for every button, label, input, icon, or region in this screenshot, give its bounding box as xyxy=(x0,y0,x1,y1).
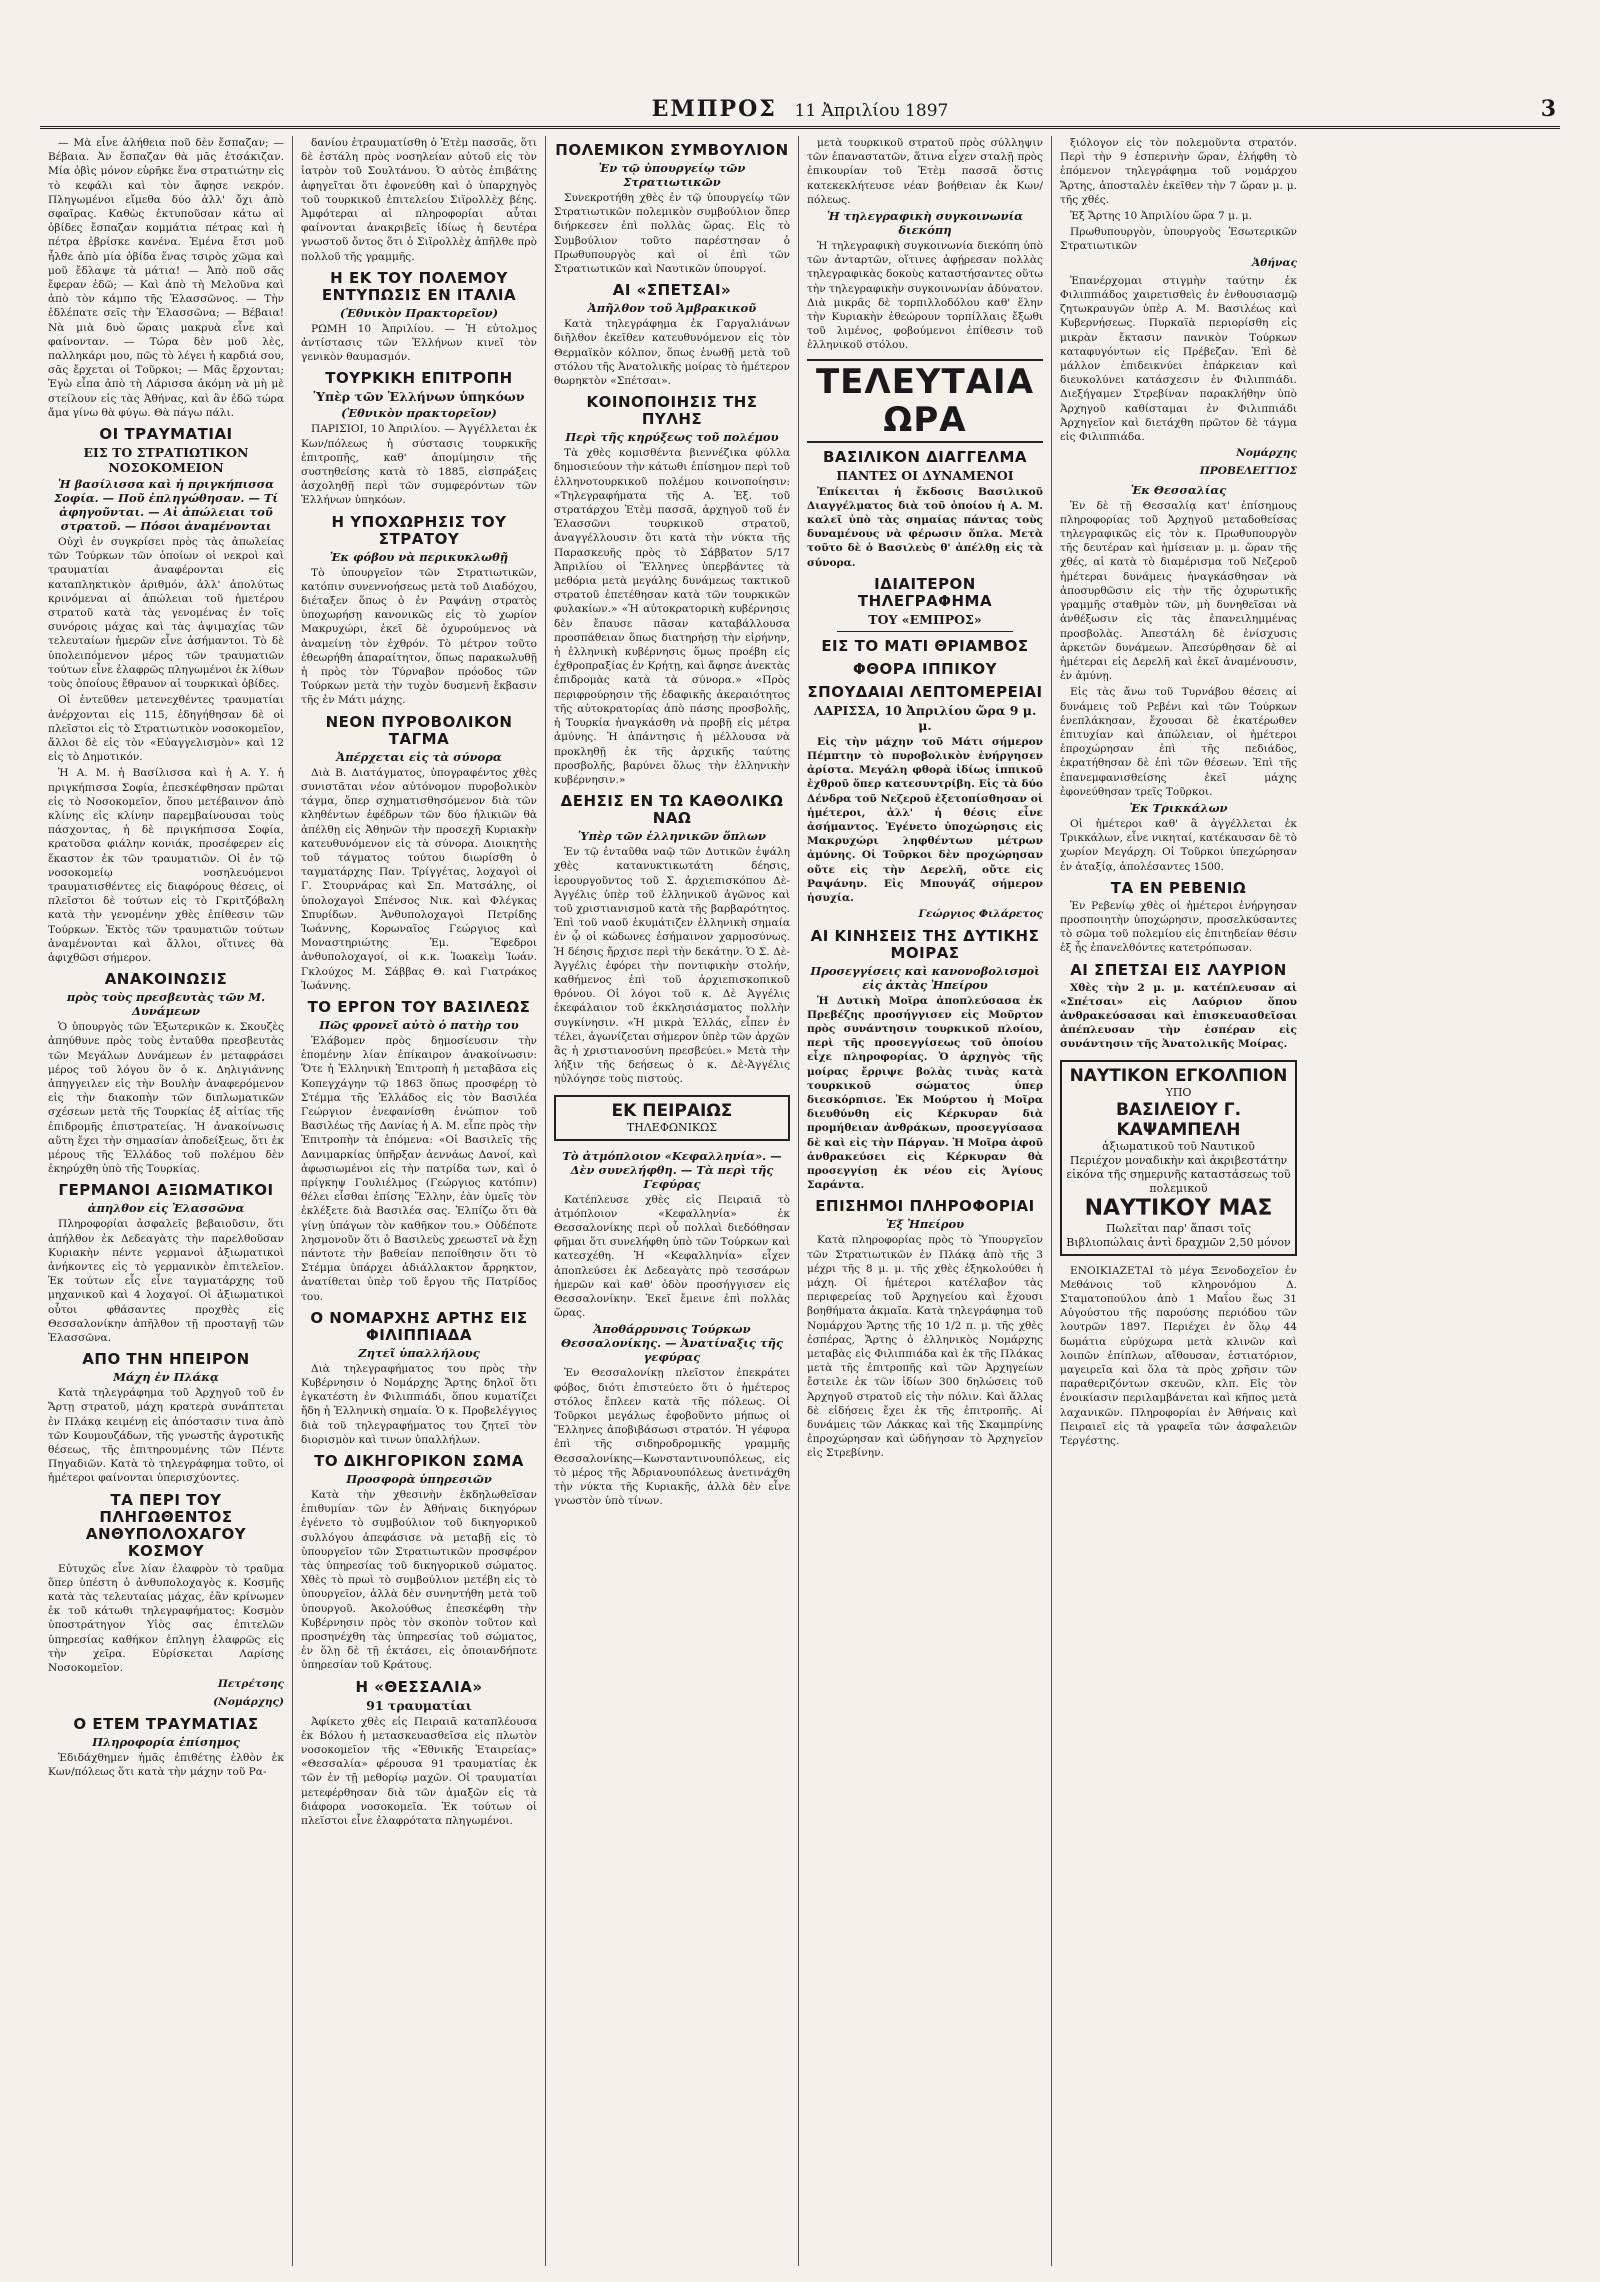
article-text: Κατὰ τὴν χθεσινὴν ἐκδηλωθεῖσαν ἐπιθυμίαν τῶν ἐν Ἀθήναις δικηγόρων ἐγένετο τὸ συμβούλιον τοῦ δικηγορικοῦ συλλόγου ἀπεφάσισε νὰ μεταβῇ εἰς τὸ ὑπουργεῖον τῶν Στρατιωτικῶν προσφέρον τὰς ὑπηρεσίας τοῦ δικηγορικοῦ σώματος. Χθὲς τὸ πρωὶ τὸ συμβούλιον μετέβη εἰς τὸ ὑπουργεῖον, ἀλλὰ δὲν συνηντήθη μετὰ τοῦ ὑπουργοῦ. Ἀκολούθως ἐπεσκέφθη τὴν Κυβέρνησιν πρὸς τὸν σκοπὸν τοῦτον καὶ προσηνέχθη τὰς ὑπηρεσίας τοῦ σώματος, ἐν ὅλῃ δὲ τῇ ἐκτάσει, εἰς ὁποιανδήποτε ὑπηρεσίαν τοῦ Κράτους. xyxy=(301,1489,537,1672)
subheadline: ΕΙΣ ΤΟ ΣΤΡΑΤΙΩΤΙΚΟΝ ΝΟΣΟΚΟΜΕΙΟΝ xyxy=(83,445,249,476)
ad-title: ΝΑΥΤΙΚΟΝ ΕΓΚΟΛΠΙΟΝ xyxy=(1069,1065,1288,1086)
deck: Ζητεῖ ὑπαλλήλους xyxy=(358,1345,480,1360)
telegram-location: Ἀθήνας xyxy=(1252,256,1297,269)
headline: ΑΙ «ΣΠΕΤΣΑΙ» xyxy=(612,281,732,300)
piraeus-box xyxy=(554,1095,790,1141)
article-text: Κατὰ τηλεγράφημα ἐκ Γαργαλιάνων διῆλθον ἐκεῖθεν κατευθυνόμενον εἰς τὸν Θερμαϊκὸν κόλπον, ὅπως ἑνωθῇ μετὰ τοῦ στόλου τῆς Ἀνατολικῆς μοίρας τὸ ἡμέτερον θωρηκτὸν «Σπέτσαι». xyxy=(554,318,790,388)
headline: ΚΟΙΝΟΠΟΙΗΣΙΣ ΤΗΣ ΠΥΛΗΣ xyxy=(586,393,758,429)
headline: Ο ΕΤΕΜ ΤΡΑΥΜΑΤΙΑΣ xyxy=(73,1714,259,1733)
subheadline: ΠΑΝΤΕΣ ΟΙ ΔΥΝΑΜΕΝΟΙ xyxy=(836,467,1014,483)
newspaper-title: ΕΜΠΡΟΣ xyxy=(651,96,777,122)
deck: Ἐν τῷ ὑπουργείῳ τῶν Στρατιωτικῶν xyxy=(598,161,746,189)
article-text: Ὁ ὑπουργὸς τῶν Ἐξωτερικῶν κ. Σκουζὲς ἀπηύθυνε πρὸς τοὺς ἐνταῦθα πρεσβευτὰς τῶν Μεγάλων Δυνάμεων ἐν μεταφράσει μέρος τοῦ λόγου ὃν ὁ κ. Δηλιγιάννης ἀπηγγειλεν εἰς τὴν Βουλὴν ἀναφερόμενον εἰς τὴν διακοπὴν τῶν διπλωματικῶν σχέσεων μετὰ τῆς Τουρκίας ἐξ αἰτίας τῆς ἐπιδρομῆς ἐπιστρατείας. Ἡ ἀνακοίνωσις αὕτη ἔχει τὴν σημασίαν ἀποδείξεως, ὅτι ἐκ μέρους τῆς Ἑλλάδος τοῦ πολέμου δὲν ἐκηρύχθη ὑπὸ τῆς Τουρκίας. xyxy=(48,1021,284,1176)
dateline: ΛΑΡΙΣΣΑ, 10 Ἀπριλίου ὥρα 9 μ. μ. xyxy=(813,702,1037,733)
deck: Ὑπὲρ τῶν ἑλληνικῶν ὅπλων xyxy=(578,829,766,844)
headline: ΣΠΟΥΔΑΙΑΙ ΛΕΠΤΟΜΕΡΕΙΑΙ xyxy=(807,682,1043,701)
headline: ΤΑ ΠΕΡΙ ΤΟΥ ΠΛΗΓΩΘΕΝΤΟΣ ΑΝΘΥΠΟΛΟΧΑΓΟΥ ΚΟΣΜΟΥ xyxy=(85,1490,247,1560)
deck: Ἐξ Ἠπείρου xyxy=(885,1217,965,1232)
article-text: Εὐτυχῶς εἶνε λίαν ἐλαφρὸν τὸ τραῦμα ὅπερ ὑπέστη ὁ ἀνθυπολοχαγὸς κ. Κοσμῆς κατὰ τὰς τελευταίας μάχας, ἐἂν κρίνωμεν ἐκ τοῦ κάτωθι τηλεγραφήματος: Κοσμὸν ὑποστράτηγον Υἱὸς σας ἐπιτελῶν ὑπηρεσίας καθήκον ἐπληγη ἐλαφρῶς εἰς τὴν χεῖρα. Εὑρίσκεται Λαρίσης Νοσοκομεῖον. xyxy=(48,1562,284,1675)
headline: ΤΟ ΔΙΚΗΓΟΡΙΚΟΝ ΣΩΜΑ xyxy=(314,1452,524,1471)
deck: Ἐκ Τρικκάλων xyxy=(1129,800,1228,815)
advertisement-box xyxy=(1060,1060,1297,1256)
deck: Πληροφορία ἐπίσημος xyxy=(92,1734,240,1749)
article-text: Κατὰ πληροφορίας πρὸς τὸ Ὑπουργεῖον τῶν Στρατιωτικῶν ἐν Πλάκᾳ ἀπὸ τῆς 3 μέχρι τῆς 8 μ. μ. τῆς χθὲς ἐξηκολούθει ἡ μάχη. Οἱ ἡμέτεροι κατέλαβον τὰς περιφερείας τοῦ Ἀρχηγείου καὶ ἔχουσι βοηθήματα ἀκμαῖα. Κατὰ τηλεγράφημα τοῦ Νομάρχου Ἄρτης τῆς 10 1/2 π. μ. τῆς χθὲς ἐσπέρας, Ἄρτης ὁ ἐλληνικὸς Νομάρχης μεταβὰς εἰς Φιλιππιάδα καὶ ἐκ τῆς Πλάκας μετὰ τῆς ἐπιτροπῆς καὶ τῶν Ἀρχηγείων ἔστειλε ἐκ τῶν ἰδίων 300 δηλώσεις τοῦ Ἀρχηγοῦ στρατοῦ εἰς τὴν πόλιν. Καὶ ἄλλας δὲ εἰδήσεις ἔχει ἐκ τῆς ἐπιτροπῆς. Αἱ δυνάμεις τῶν Λάκκας καὶ τῆς Σκαμπρίνης ἐπροχώρησαν καὶ ὡδήγησαν τὸ Ἀρχηγεῖον εἰς Στρεβίνην. xyxy=(807,1234,1043,1460)
headline: ΓΕΡΜΑΝΟΙ ΑΞΙΩΜΑΤΙΚΟΙ xyxy=(58,1181,274,1200)
article-text: Ἀφίκετο χθὲς εἰς Πειραιᾶ καταπλέουσα ἐκ Βόλου ἡ μετασκευασθεῖσα εἰς πλωτὸν νοσοκομεῖον τῆς «Ἐθνικῆς Ἑταιρείας» «Θεσσαλία» φέρουσα 91 τραυματίας ἐκ τῶν ἐν τῇ μεθορίῳ μαχῶν. Οἱ τραυματίαι μετεφέρθησαν διὰ τῶν ἀμαξῶν εἰς τὰ διάφορα νοσοκομεῖα. Ἐκ τούτων οἱ πλεῖστοι εἶνε ἐλαφρότατα πληγωμένοι. xyxy=(301,1715,537,1828)
deck: Ἐκ Θεσσαλίας xyxy=(1130,482,1227,497)
headline: ΕΠΙΣΗΜΟΙ ΠΛΗΡΟΦΟΡΙΑΙ xyxy=(815,1197,1035,1216)
article-text: Ἐν Ρεβενίῳ χθὲς οἱ ἡμέτεροι ἐνήργησαν προσποιητὴν ὑποχώρησιν, προσελκύσαντες τὸ σῶμα τοῦ πολεμίου εἰς ἐπιτηδείαν θέσιν ἐξ ἧς ἐπανελθόντες κατετρόπωσαν. xyxy=(1060,899,1297,955)
ad-description: Περιέχον μοναδικὴν καὶ ἀκριβεστάτην εἰκόνα τῆς σημερινῆς καταστάσεως τοῦ πολεμικοῦ xyxy=(1066,1153,1291,1195)
deck: ἀπηλθον εἰς Ἐλασσῶνα xyxy=(87,1201,245,1216)
article-text: δανίου ἐτραυματίσθη ὁ Ἐτὲμ πασσᾶς, ὅτι δὲ ἐστάλη πρὸς νοσηλείαν αὐτοῦ εἰς τὸν ἰατρὸν τοῦ Σουλτάνου. Ὁ αὐτὸς ἐπιβάτης ἀφηγεῖται ὅτι ἐφονεύθη καὶ ὁ ὑπαρχηγὸς τοῦ τουρκικοῦ ἐπιτελείου Σιϊρολλὲχ βέης. Ἀμφότεραι αἱ πληροφορίαι αὗται φαίνονται ἀνακριβεῖς ἰδίως ἡ δευτέρα γνωστοῦ ὄντος ὅτι ὁ Σιϊρολλὲχ ἀπῆλθε πρὸ πολλοῦ τῆς γραμμῆς. xyxy=(301,137,537,263)
subheadline: Ὑπὲρ τῶν Ἑλλήνων ὑπηκόων xyxy=(313,389,525,405)
article-text: Πληροφορίαι ἀσφαλεῖς βεβαιοῦσιν, ὅτι ἀπήλθον ἐκ Δεδεαγὰτς τὴν παρελθοῦσαν Κυριακὴν πέντε γερμανοὶ ἀξιωματικοὶ ἀνήκοντες εἰς τὸ γερμανικὸν ἐπιτελεῖον. Ἐκ τούτων εἷς εἶνε ταγματάρχης τοῦ μηχανικοῦ καὶ 4 λοχαγοί. Οἱ ἀξιωματικοὶ οὗτοι φθάσαντες προχθὲς εἰς Θεσσαλονίκην ἀπῆλθον τῇ προσταγῇ τῶν Ἐλασσῶνα. xyxy=(48,1218,284,1345)
article-text: Ἐν δὲ τῇ Θεσσαλίᾳ κατ' ἐπίσημους πληροφορίας τοῦ Ἀρχηγοῦ μεταδοθείσας τηλεγραφικῶς εἰς τὸν κ. Πρωθυπουργὸν τῆς δευτέραν καὶ ἡμίσειαν μ. μ. ὥραν τῆς χθές, αἱ κατὰ τὸ διαμέρισμα τοῦ Νεζεροῦ ἡμέτεραι δυνάμεις ἠναγκάσθησαν νὰ ἀποσυρθῶσιν εἰς τὴν τῆς ὀχυρωτικῆς γραμμῆς σταθμὸν τῶν, μὴ δυνηθεῖσαι νὰ ἀνθέξωσιν εἰς τὰς ἐπανειλημμένας προσβολὰς. Ἀπεστάλη δὲ ἐνίσχυσις ἀρκετῶν δυνάμεων. Ἀπεσύρθησαν δὲ αἱ ἡμέτεραι εἰς Δερελῆ καὶ ἐκεῖ ἀναμένουσιν, ἐν ἀμύνῃ. xyxy=(1060,499,1297,683)
article-text: Ἐλάβομεν πρὸς δημοσίευσιν τὴν ἑπομένην λίαν ἐπίκαιρον ἀνακοίνωσιν: Ὅτε ἡ Ἑλληνικὴ Ἐπιτροπὴ ἡ μεταβᾶσα εἰς Κοπεγχάγην τῷ 1863 ὅπως προσφέρῃ τὸ Στέμμα τῆς Ἑλλάδος εἰς τὸν Βασιλέα Γεώργιον ἐνεφανίσθη ἐνώπιον τοῦ Βασιλέως τῆς Δανίας ἡ Α. Μ. εἶπε πρὸς τὴν Ἐπιτροπὴν τὰ ἑπόμενα: «Οἱ Βασιλεῖς τῆς Δανιμαρκίας ὑπῆρξαν ἀεννάως Δανοί, καὶ ἀφωσιωμένοι εἰς τὴν πατρίδα των, καὶ ὁ πρίγκηψ Γουλιέλμος (Γεώργιος κατόπιν) θέλει εἶσθαι ἐπίσης Ἕλλην, ἐὰν ὑμεῖς τὸν ἐκλέξετε διὰ Βασιλέα σας. Ἐλπίζω ὅτι θὰ γίνῃ ὑπάγων τὸν καθῆκον του.» Οὐδέποτε λησμονοῦν ὅτι ὁ Βασιλεὺς χρεωστεῖ νὰ ἔχῃ πάντοτε τὴν βαθείαν πεποίθησιν ὅτι τὸ Στέμμα ὑπάρχει ἀδιάλλακτον ἄρρηκτον, ἀνατίθεται ὑπὲρ τοῦ ἔργου τῆς Πατρίδος του. xyxy=(301,1034,537,1303)
masthead xyxy=(40,96,1560,129)
deck: Πῶς φρονεῖ αὐτὸ ὁ πατὴρ του xyxy=(319,1017,519,1032)
headline: Η ΥΠΟΧΩΡΗΣΙΣ ΤΟΥ ΣΤΡΑΤΟΥ xyxy=(331,512,507,548)
headline: ΠΟΛΕΜΙΚΟΝ ΣΥΜΒΟΥΛΙΟΝ xyxy=(555,141,789,159)
deck: Ἀπέρχεται εἰς τὰ σύνορα xyxy=(336,749,502,764)
page-number: 3 xyxy=(1540,96,1556,122)
deck: Προσεγγίσεις καὶ κανονοβολισμοὶ εἰς ἀκτὰς Ἠπείρου xyxy=(810,963,1040,992)
column-5 xyxy=(1052,136,1305,2266)
article-text: Κατὰ τηλεγράφημα τοῦ Ἀρχηγοῦ τοῦ ἐν Ἄρτῃ στρατοῦ, μάχη κρατερὰ συνάπτεται ἐν Πλάκᾳ κειμένῃ εἰς ἀπόστασιν τινα ἀπὸ τῶν Κουμουζάδων, τῆς γνωστῆς ἀγροτικῆς θέσεως, τῆς ἐπιτηρουμένης τῶν Πέντε Πηγαδιῶν. Κατὰ τὸ τηλεγράφημα τοῦτο, οἱ ἡμέτεροι φαίνονται ὑπερισχύοντες. xyxy=(48,1387,284,1485)
ad-price: Πωλεῖται παρ' ἅπασι τοῖς Βιβλιοπώλαις ἀντὶ δραχμῶν 2,50 μόνον xyxy=(1066,1221,1291,1249)
issue-date: 11 Ἀπριλίου 1897 xyxy=(794,101,949,121)
divider xyxy=(837,631,1013,632)
article-text: Ἐπανέρχομαι στιγμὴν ταύτην ἐκ Φιλιππιάδος χαιρετισθεὶς ἐν ἐνθουσιασμῷ ζητωκραυγῶν ὑπὲρ Α. Μ. Βασιλέως καὶ Κυβερνήσεως. Πυρκαϊὰ περιορίσθη εἰς μικρὰν ἔκτασιν πανικὸν Τούρκων καταφυγόντων εἰς Πρέβεζαν. Ἐπὶ δὲ μάλλον ἐπιδεικνύει ἐπάρκειαν καὶ διευκολύνει κατάσχεσιν ἐν Φιλιππιάδι. Διεξήγαμεν Στρεβίναν παρακλήθην ὑπὸ Ἀρχηγοῦ καθίσταμαι ἐν Φιλιππιάδι Ἀρχηγεῖον καὶ διετάχθη πρῶτον δὲ τάγμα εἰς Φιλιππιάδα. xyxy=(1060,274,1297,444)
columns xyxy=(40,136,1560,2266)
article-text: Ἡ Α. Μ. ἡ Βασίλισσα καὶ ἡ Α. Υ. ἡ πριγκήπισσα Σοφία, ἐπεσκέφθησαν πρῶται εἰς τὸ Νοσοκομεῖον, ὅπου μετέβαινον ἀπὸ κλίνης εἰς κλίνην παρεμβαίνουσαι τοὺς πάσχοντας, ἡ δὲ πριγκήπισσα Σοφία, κρατοῦσα φιάλην κονιάκ, προσέφερεν εἰς ἕκαστον ἐκ τῶν τραυματιῶν. Οἱ ἐν τῷ νοσοκομείῳ νοσηλευόμενοι τραυματισθέντες εἰς διαφόρους θέσεις, οἱ πλεῖστοι δὲ τούτων εἰς τὸ Γκριτζόβαλη κατὰ τὴν γενομένην χθὲς ἐπίθεσιν τῶν Τούρκων. Ἐκτὸς τῶν τραυματιῶν τούτων ἀναμένονται καὶ ἄλλοι, οἵτινες θὰ ἀφιχθῶσι σήμερον. xyxy=(48,767,284,964)
deck: (Ἐθνικὸν Πρακτορεῖον) xyxy=(339,305,499,320)
deck: Περὶ τῆς κηρύξεως τοῦ πολέμου xyxy=(565,430,779,445)
article-text: Ἐν Θεσσαλονίκῃ πλεῖστον ἐπεκράτει φόβος, διότι ἐπιστεύετο ὅτι ὁ ἡμέτερος στόλος ἔπλεεν κατὰ τῆς πόλεως. Οἱ Τοῦρκοι μεγάλως ἐφοβοῦντο μήπως οἱ Ἕλληνες ἀποβιβάσωσι στρατόν. Ἡ γέφυρα ἐπὶ τῆς σιδηροδρομικῆς γραμμῆς Θεσσαλονίκης—Κωνσταντινουπόλεως, εἰς τὸ μέρος τῆς Ἀδριανουπόλεως ἀνετινάχθη τὴν νύκτα τῆς Κυριακῆς, ἀλλὰ δὲν εἶνε γνωστὸν ὑπὸ τίνων. xyxy=(554,1367,790,1508)
deck: Τὸ ἀτμόπλοιον «Κεφαλληνία». — Δὲν συνελήφθη. — Τὰ περὶ τῆς Γεφύρας xyxy=(562,1148,782,1191)
deck: (Ἐθνικὸν πρακτορεῖον) xyxy=(341,406,497,421)
article-text: Τὸ ὑπουργεῖον τῶν Στρατιωτικῶν, κατόπιν συνεννοήσεως μετὰ τοῦ Διαδόχου, διέταξεν ὅπως ὁ ἐν Ραψάνῃ στρατὸς ὑποχωρήσῃ κανονικῶς εἰς τὸ χωρίον Μακρυχώρι, ἐκεῖ δὲ ὀχυρούμενος νὰ ἀναμείνῃ τὸν ἐχθρόν. Τὸ μέτρον τοῦτο ἐθεωρήθη ἀπαραίτητον, ὅπως παρακωλυθῇ ἡ πρὸς τὸν Τύρναβον πρόοδος τῶν Τούρκων μετὰ τὴν τυχὸν δυσμενῆ ἔκβασιν τῆς ἐν Μάτι μάχης. xyxy=(301,566,537,707)
headline: ΦΘΟΡΑ ΙΠΠΙΚΟΥ xyxy=(852,659,998,678)
deck: Ἐκ φόβου νὰ περικυκλωθῇ xyxy=(329,549,509,564)
subheadline: ΤΟΥ «ΕΜΠΡΟΣ» xyxy=(868,611,982,627)
classified-ad: ΕΝΟΙΚΙΑΖΕΤΑΙ τὸ μέγα Ξενοδοχεῖον ἐν Μεθάνοις τοῦ κληρονόμου Δ. Σταματοπούλου ἀπὸ 1 Μαΐου ἕως 31 Αὐγούστου τῆς παρούσης περιόδου τῶν λουτρῶν 1897. Περιέχει ἐν ὅλῳ 44 δωμάτια εὐρύχωρα μετὰ κλινῶν καὶ λοιπῶν ἐπίπλων, αἴθουσαν, ἑστιατόριον, μαγειρεῖα καὶ ὅλα τὰ πρὸς χρῆσιν τῶν παραθεριζόντων σκευῶν, κλπ. Εἰς τὸν ἐνοικίασιν περιλαμβάνεται καὶ κῆπος μετὰ λαχανικῶν. Πληροφορίαι ἐν Ἀθήναις καὶ Πειραιεῖ εἰς τὰ γραφεῖα τῶν ἀσφαλειῶν Τεργέστης. xyxy=(1060,1264,1297,1448)
headline: ΑΝΑΚΟΙΝΩΣΙΣ xyxy=(104,970,228,989)
headline: ΕΙΣ ΤΟ ΜΑΤΙ ΘΡΙΑΜΒΟΣ xyxy=(821,636,1029,655)
article-text: μετὰ τουρκικοῦ στρατοῦ πρὸς σύλληψιν τῶν ἐπαναστατῶν, ἅτινα εἶχεν σταλῇ πρὸς ἐπικουρίαν τοῦ Ἐτὲμ πασσᾶ ὅστις κατεκεκλήτευσε νέαν βοήθειαν ἐκ Κων/πόλεως. xyxy=(807,137,1043,206)
deck: πρὸς τοὺς πρεσβευτὰς τῶν Μ. Δυνάμεων xyxy=(66,990,266,1019)
signature: ΠΡΟΒΕΛΕΓΓΙΟΣ xyxy=(1199,465,1297,478)
headline: ΑΙ ΚΙΝΗΣΕΙΣ ΤΗΣ ΔΥΤΙΚΗΣ ΜΟΙΡΑΣ xyxy=(810,926,1040,962)
article-text: Συνεκροτήθη χθὲς ἐν τῷ ὑπουργείῳ τῶν Στρατιωτικῶν πολεμικὸν συμβούλιον ὅπερ διήρκεσεν ἐπὶ πολλὰς ὥρας. Εἰς τὸ Συμβούλιον τοῦτο παρέστησαν ὁ Πρωθυπουργὸς καὶ οἱ ἐπὶ τῶν Στρατιωτικῶν καὶ Ναυτικῶν ὑπουργοί. xyxy=(554,192,790,276)
headline: Η «ΘΕΣΣΑΛΙΑ» xyxy=(355,1677,483,1696)
article-text: Διὰ τηλεγραφήματος του πρὸς τὴν Κυβέρνησιν ὁ Νομάρχης Ἄρτης δηλοῖ ὅτι ἐγκατέστη ἐν Φιλιππιάδι, ὅπου κυματίζει ἤδη ἡ Ἑλληνικὴ σημαία. Ὁ κ. Προβελέγγιος διὰ τοῦ τηλεγραφήματος του ζητεῖ τὸν διορισμὸν καὶ τινων ὑπαλλήλων. xyxy=(301,1362,537,1446)
signature: Γεώργιος Φιλάρετος xyxy=(918,908,1043,921)
headline: ΤΟΥΡΚΙΚΗ ΕΠΙΤΡΟΠΗ xyxy=(325,369,513,388)
column-3 xyxy=(546,136,799,2266)
article-text: Χθὲς τὴν 2 μ. μ. κατέπλευσαν αἱ «Σπέτσαι» εἰς Λαύριον ὅπου ἀνθρακεύσασαι καὶ ἐπισκευασθεῖσαι ἀπέπλευσαν τὴν ἑσπέραν εἰς συνάντησιν τῆς Ἀνατολικῆς Μοίρας. xyxy=(1060,981,1297,1051)
headline: ΒΑΣΙΛΙΚΟΝ ΔΙΑΓΓΕΛΜΑ xyxy=(822,447,1028,466)
article-text: Ἡ τηλεγραφικὴ συγκοινωνία διεκόπη ὑπὸ τῶν ἀνταρτῶν, οἵτινες ἀφῄρεσαν πολλὰς τηλεγραφικὰς δοκοὺς καταστήσαντες οὕτω τὴν τηλεγραφικὴν συγκοινωνίαν ἀδύνατον. Διὰ μικρᾶς δὲ τορπιλλοδόλου καθ' ἕλην τὴν Κυριακὴν ἐθεώρουν τορπίλλαις ἔξωθι τοῦ λιμένος, φοβούμενοι ἐπίθεσιν τοῦ ἑλληνικοῦ στόλου. xyxy=(807,240,1043,352)
headline: ΙΔΙΑΙΤΕΡΟΝ ΤΗΛΕΓΡΑΦΗΜΑ xyxy=(857,574,993,610)
ad-author: ΒΑΣΙΛΕΙΟΥ Γ. ΚΑΨΑΜΠΕΛΗ xyxy=(1115,1099,1242,1140)
last-hour-banner: ΤΕΛΕΥΤΑΙΑ ΩΡΑ xyxy=(807,359,1043,443)
article-text: ΠΑΡΙΣΙΟΙ, 10 Ἀπριλίου. — Ἀγγέλλεται ἐκ Κων/πόλεως ἡ σύστασις τουρκικῆς ἐπιτροπῆς, καθ' ἀπομίμησιν τῆς συστηθείσης κατὰ τὸ 1885, εἰσπράξεις ἀσχοληθῇ περὶ τῶν συμφερόντων τῶν Ἑλλήνων ὑπηκόων. xyxy=(301,423,537,507)
headline: ΤΟ ΕΡΓΟΝ ΤΟΥ ΒΑΣΙΛΕΩΣ xyxy=(307,997,531,1016)
headline: ΟΙ ΤΡΑΥΜΑΤΙΑΙ xyxy=(99,425,233,444)
article-text: Τὰ χθὲς κομισθέντα βιεννέζικα φύλλα δημοσιεύουν τὴν κάτωθι ἐπίσημον περὶ τοῦ ἑλληνοτουρκικοῦ πολέμου κοινοποίησιν: «Τηλεγραφήματα τῆς Α. Ἐξ. τοῦ στρατάρχου Ἐτὲμ πασσᾶ, ἀρχηγοῦ τοῦ ἐν Ἐλασσῶνι τουρκικοῦ στρατοῦ, ἀναγγέλλουσιν ὅτι κατὰ τὴν νύκτα τῆς Παρασκευῆς πρὸς τὸ Σάββατον 5/17 Ἀπριλίου οἱ Ἕλληνες ὑπερβάντες τὰ μεθόρια μετὰ μεγάλης δυνάμεως τακτικοῦ στρατοῦ ἐπετέθησαν κατὰ τῶν τουρκικῶν φυλακίων.» «Ἡ αὐτοκρατορικὴ κυβέρνησις δὲν ἔπαυσε πᾶσαν καταβάλλουσα προσπάθειαν ὅπως διατηρήσῃ τὴν εἰρήνην, ἡ ἑλληνικὴ κυβέρνησις ὅμως προέβη εἰς ἐχθροπραξίας ἐν Κρήτῃ, καὶ ἄφησε ἀνεκτὰς ἐπιδρομὰς κατὰ τὰ σύνορα.» «Πρὸς περιφρούρησιν τῆς ἐδαφικῆς ἀκεραιότητος τῆς αὐτοκρατορίας ἀπὸ πάσης προσβολῆς, ἡ Τουρκία ἠναγκάσθη νὰ προβῇ εἰς μέτρα ἀμύνης. Ἡ ἀπάντησις ἡ μέλλουσα νὰ προκληθῇ ἐκ τῆς ἀρχικῆς ταύτης προσβολῆς, βαρύνει ὅλως τὴν ἑλληνικὴν κυβέρνησιν.» xyxy=(554,447,790,786)
subheadline: ΤΗΛΕΦΩΝΙΚΩΣ xyxy=(626,1120,718,1134)
headline: ΔΕΗΣΙΣ ΕΝ ΤΩ ΚΑΘΟΛΙΚΩ ΝΑΩ xyxy=(560,792,784,828)
column-2 xyxy=(293,136,546,2266)
article-text: Κατέπλευσε χθὲς εἰς Πειραιᾶ τὸ ἀτμόπλοιον «Κεφαλληνία» ἐκ Θεσσαλονίκης περὶ οὗ πολλαὶ διεδόθησαν φῆμαι ὅτι συνελήφθη ὑπὸ τῶν Τούρκων καὶ κατεσχέθη. Ἡ «Κεφαλληνία» εἶχεν ἀποπλεύσει ἐκ Δεδεαγὰτς πρὸ τεσσάρων ἡμερῶν καὶ καθ' ὁδὸν προσήγγισεν εἰς Θεσσαλονίκην. Ἐκεῖ ἔμεινε ἐπὶ πολλὰς ὥρας. xyxy=(554,1193,790,1320)
headline: ΤΑ ΕΝ ΡΕΒΕΝΙΩ xyxy=(1110,878,1247,897)
headline: ΑΠΟ ΤΗΝ ΗΠΕΙΡΟΝ xyxy=(82,1350,250,1369)
column-4 xyxy=(799,136,1052,2266)
signature: Πετρέτσης xyxy=(217,1678,284,1691)
article-text: ΡΩΜΗ 10 Ἀπριλίου. — Ἡ εὐτολμος ἀντίστασις τῶν Ἑλλήνων κινεῖ τὸν γενικὸν θαυμασμόν. xyxy=(301,322,537,364)
article-text: — Μὰ εἶνε ἀλήθεια ποῦ δὲν ἔσπαζαν; — Βέβαια. Ἀν ἔσπαζαν θὰ μᾶς ἐτσάκιζαν. Μία ὀβὶς μόνον εὑρῆκε ἕνα στρατιώτην εἰς τὸ κεφάλι καὶ τὸν ἄφησε νεκρόν. Πληγωμένοι εἴμεθα δύο ἀλλ' ὄχι ἀπὸ σφαῖρας. Καθὼς ἐκτυποῦσαν κάτω αἱ ὀβίδες ἔσπαζαν κομμάτια πέτρας καὶ ἡ πέτρα ἐβρίσκε κανένα. Ἐμένα ἔτσι μοῦ ἦλθε ἀπὸ μία ὀβίδα ἕνας τσιρὸς χῶμα καὶ μοῦ ἔδλαψε τὰ μάτια! — Ἀπὸ ποῦ σᾶς ἔφεραν ἐδῶ; — Καὶ ἀπὸ τὴ Μελοῦνα καὶ ἀπὸ τὸν κάμπο τῆς Ἐλασσῶνος. — Τὴν ἐδλέπατε σεῖς τὴν Ἐλασσῶνα; — Βέβαια! Νὰ μιὰ δυὸ ὥραις μακρυὰ εἶνε καὶ φαίνονταν. — Τώρα δὲν μοῦ λὲς, παλληκάρι μου, πῶς τὸ λέγει ἡ καρδιά σου, σᾶς ἔρχεται οἱ Τοῦρκοι; — Μᾶς ἔρχονται; Ἐγὼ εἶπα ἀπὸ τὴ Λάρισσα ἀκόμη νὰ μὴ μὲ στείλουν εἰς τὰς Ἀθήνας, καὶ ἂν ἐδῶ τώρα ἄμα γίνω θὰ φύγω. Θὰ πάγω πάλι. xyxy=(48,137,284,419)
ad-highlight: ΝΑΥΤΙΚΟΥ ΜΑΣ xyxy=(1084,1195,1273,1221)
article-text: Ἐν τῷ ἐνταῦθα ναῷ τῶν Δυτικῶν ἐψάλη χθὲς κατανυκτικωτάτη δέησις, ἱερουργοῦντος τοῦ Σ. ἀρχιεπισκόπου Δὲ-Ἀγγέλις ὑπὲρ τοῦ ἑλληνικοῦ ἀγῶνος καὶ τοῦ χριστιανισμοῦ κατὰ τῆς βαρβαρότητος. Ἐπὶ τοῦ ναοῦ ἐκυμάτιζεν ἑλληνικὴ σημαία ἐν ᾧ οἱ κώδωνες ἐσήμαινον χαρμοσύνως. Ἡ δέησις ἤρχισε περὶ τὴν δεκάτην. Ὁ Σ. Δὲ-Ἀγγέλις ἐφόρει τὴν ποντιφικὴν στολήν, καθήμενος ἐπὶ τοῦ ἀρχιεπισκοπικοῦ θρόνου. Οἱ λόγοι τοῦ κ. Δὲ Ἀγγέλις ἐκεφάλαιον τοῦ ἐκκλησιάσματος πολλὴν συγκίνησιν. «Ἡ μικρὰ Ἑλλάς, εἶπεν ἐν τέλει, ἀγωνίζεται σήμερον ὑπὲρ τῶν ἀρχῶν ἃς ἡ χριστιανοσύνη πρεσβεύει.» Μετὰ τὴν λήξιν τῆς δεήσεως ὁ κ. Δὲ-Ἀγγέλις ηὐλόγησε τοὺς πιστούς. xyxy=(554,846,790,1086)
headline: Ο ΝΟΜΑΡΧΗΣ ΑΡΤΗΣ ΕΙΣ ΦΙΛΙΠΠΙΑΔΑ xyxy=(310,1308,528,1344)
article-text: Οὐχὶ ἐν συγκρίσει πρὸς τὰς ἀπωλείας τῶν Τούρκων τῶν ὁποίων οἱ νεκροὶ καὶ τραυματίαι ἀναφέρονται εἰς καταπληκτικὸν ἀριθμόν, ἀλλ' ἀπολύτως κρινόμεναι αἱ ἀπώλειαι τοῦ ἡμετέρου στρατοῦ κατὰ τὰς γενομένας ἐν τοῖς συνόροις μάχας καὶ τὰς ἀψιμαχίας τῶν τελευταίων ἡμερῶν εἶνε ἀσήμαντοι. Τὸ δὲ ὑπολειπόμενον μέρος τῶν τραυματιῶν τούτων εἶνε ἐλαφρῶς πληγωμένοι ἐκ λίθων τοὺς ὁποίους ἔθραυον αἱ τουρκικαὶ ὀβίδες. xyxy=(48,536,284,691)
article-text: Οἱ ἐντεῦθεν μετενεχθέντες τραυματίαι ἀνέρχονται εἰς 115, ἐδηγήθησαν δὲ οἱ πλεῖστοι εἰς τὸ Στρατιωτικὸν νοσοκομεῖον, ἄλλοι δὲ εἰς τὸν «Εὐαγγελισμὸν» καὶ 12 εἰς τὸ Δημοτικόν. xyxy=(48,694,284,764)
article-text: Ἐπίκειται ἡ ἔκδοσις Βασιλικοῦ Διαγγέλματος διὰ τοῦ ὁποίου ἡ Α. Μ. καλεῖ ὑπὸ τὰς σημαίας πάντας τοὺς δυναμένους νὰ φέρωσιν ὅπλα. Μετὰ τοῦτο δὲ ὁ Βασιλεὺς θ' ἀπέλθῃ εἰς τὰ σύνορα. xyxy=(807,485,1043,569)
deck: Ἀπῆλθον τοῦ Ἀμβρακικοῦ xyxy=(587,301,757,316)
article-text: Οἱ ἡμέτεροι καθ' ἃ ἀγγέλλεται ἐκ Τρικκάλων, εἶνε νικηταί, κατέκαυσαν δὲ τὸ χωρίον Μεγάρχη. Οἱ Τοῦρκοι ὑπεχώρησαν ἐν ἀταξίᾳ, ἀπολέσαντες 1500. xyxy=(1060,817,1297,873)
column-1 xyxy=(40,136,293,2266)
headline: ΑΙ ΣΠΕΤΣΑΙ ΕΙΣ ΛΑΥΡΙΟΝ xyxy=(1070,960,1287,979)
deck: Μάχη ἐν Πλάκᾳ xyxy=(113,1370,219,1385)
ad-by: ΥΠΟ xyxy=(1165,1085,1192,1099)
deck: Προσφορὰ ὑπηρεσιῶν xyxy=(346,1472,492,1487)
signature-title: Νομάρχης xyxy=(1236,447,1297,460)
signature-title: (Νομάρχης) xyxy=(213,1696,284,1709)
article-text: Ἡ Δυτικὴ Μοῖρα ἀποπλεύσασα ἐκ Πρεβέζης προσήγγισεν εἰς Μοῦρτον πρὸς συνάντησιν τουρκικοῦ πλοίου, περὶ τῆς προσεγγίσεως τοῦ ὁποίου εἶχε πληροφορίας. Ὁ ἀρχηγὸς τῆς μοίρας ἔρριψε βολὰς τινὰς κατὰ τουρκικοῦ σώματος ὑπερ διεσκόρπισε. Ἐκ Μούρτου ἡ Μοῖρα διευθύνθη εἰς Κέρκυραν διὰ προμήθειαν ἀνθράκων, προσεγγίσασα δὲ καὶ εἰς τὴν Πάργαν. Ἡ Μοῖρα ἀφοῦ ἀνθρακεύσει εἰς Κέρκυραν θὰ προσεγγίσῃ ἐκ νέου εἰς Ἁγίους Σαράντα. xyxy=(807,994,1043,1192)
article-text: ξιόλογον εἰς τὸν πολεμοῦντα στρατόν. Περὶ τὴν 9 ἑσπερινὴν ὥραν, ἐλήφθη τὸ ἑπόμενον τηλεγράφημα τοῦ νομάρχου Ἄρτης, ἀποσταλὲν ἐκεῖθεν τὴν 7 ὥραν μ. μ. τῆς χθές. xyxy=(1060,137,1297,206)
headline: ΝΕΟΝ ΠΥΡΟΒΟΛΙΚΟΝ ΤΑΓΜΑ xyxy=(325,712,513,748)
subheadline: 91 τραυματίαι xyxy=(366,1697,472,1713)
article-text: Εἰς τὰς ἄνω τοῦ Τυρνάβου θέσεις αἱ δυνάμεις τοῦ Ρεβένι καὶ τῶν Τούρκων ἐνεπλάκησαν, ἔχουσαι δὲ ἑκατέρωθεν ἐπιτυχίαν καὶ ἀπώλειαν, οἱ ἡμέτεροι ἐπροχώρησαν ἐπὶ τῆς πεδιάδος, ἐκρατήθησαν δὲ ἐπὶ τῶν θέσεων. Ἐπὶ τῆς ἐπανεμφανισθείσης ἐκεῖ μάχης ἐφονεύθησαν τρεῖς Τοῦρκοι. xyxy=(1060,686,1297,798)
deck: Ἡ βασίλισσα καὶ ἡ πριγκήπισσα Σοφία. — Ποῦ ἐπληγώθησαν. — Τί ἀφηγοῦνται. — Αἱ ἀπώλειαι τοῦ στρατοῦ. — Πόσοι ἀναμένονται xyxy=(54,477,278,534)
deck: Ἡ τηλεγραφικὴ συγκοινωνία διεκόπη xyxy=(826,209,1023,238)
headline: Η ΕΚ ΤΟΥ ΠΟΛΕΜΟΥ ΕΝΤΥΠΩΣΙΣ ΕΝ ΙΤΑΛΙΑ xyxy=(321,268,517,304)
article-text: Διὰ Β. Διατάγματος, ὑπογραφέντος χθὲς συνιστᾶται νέον αὐτόνομον πυροβολικὸν τάγμα, ὅπερ σχηματισθησόμενον διὰ τῶν κληθέντων ἐφέδρων τῶν δύο ἡλικιῶν θὰ ἀπέλθῃ εἰς Ἀθηνῶν τὴν προσεχῆ Κυριακὴν κατευθυνόμενον εἰς τὰ σύνορα. Διοικητὴς τοῦ τάγματος τούτου διωρίσθη ὁ ταγματάρχης Παν. Τρίγγέτας, λοχαγοὶ οἱ Γ. Στουρνάρας καὶ Σπ. Ματσάλης, οἱ ὑπολοχαγοὶ Σπένσος Νικ. καὶ Φλέγκας Σπυρίδων. Ἀνθυπολοχαγοὶ Πετρίδης Ἰωάννης, Κορωναῖος Γεώργιος καὶ Μοναστηριώτης Ἐμ. Ἔφεδροι ἀνθυπολοχαγοί, οἱ κ.κ. Ἰωακεὶμ Ἰωάν. Γκλούχος Μ. Σάββας Θ. καὶ Γιατράκος Ἰωάννης. xyxy=(301,766,537,992)
deck: Ἀποθάρρυνσις Τούρκων Θεσσαλονίκης. — Ἀνατίναξις τῆς γεφύρας xyxy=(561,1322,783,1365)
article-text: Εἰς τὴν μάχην τοῦ Μάτι σήμερον Πέμπτην τὸ πυροβολικὸν ἐνήργησεν ἀρίστα. Μεγάλη φθορὰ ἰδίως ἱππικοῦ ἐχθροῦ ὅπερ κατεσυντρίβη. Εἰς τὰ δύο Δένδρα τοῦ Νεζεροῦ ἐξετοπίσθησαν οἱ ἡμέτεροι, ἀλλ' ἡ θέσις εἶνε ἀσήμαντος. Ἐγένετο ὑποχώρησις εἰς Μακρυχώρι ληφθέντων μέτρων ἀμύνης. Οἱ Τοῦρκοι δὲν προχώρησαν οὔτε εἰς τὴν Δερελῆ, οὔτε εἰς Ραψάνην. Εἰς Μπουγάζ σήμερον ἡσυχία. xyxy=(807,735,1043,905)
telegram-recipients: Πρωθυπουργὸν, ὑπουργοὺς Ἐσωτερικῶν Στρατιωτικῶν xyxy=(1060,226,1297,253)
article-text: Ἐδιδάχθημεν ἡμᾶς ἐπιθέτης ἐλθὸν ἐκ Κων/πόλεως ὅτι κατὰ τὴν μάχην τοῦ Ρα- xyxy=(48,1751,284,1778)
telegram-dateline: Ἐξ Ἄρτης 10 Ἀπριλίου ὥρα 7 μ. μ. xyxy=(1070,210,1253,223)
headline: ΕΚ ΠΕΙΡΑΙΩΣ xyxy=(611,1100,733,1121)
ad-author-role: ἀξιωματικοῦ τοῦ Ναυτικοῦ xyxy=(1102,1139,1255,1153)
